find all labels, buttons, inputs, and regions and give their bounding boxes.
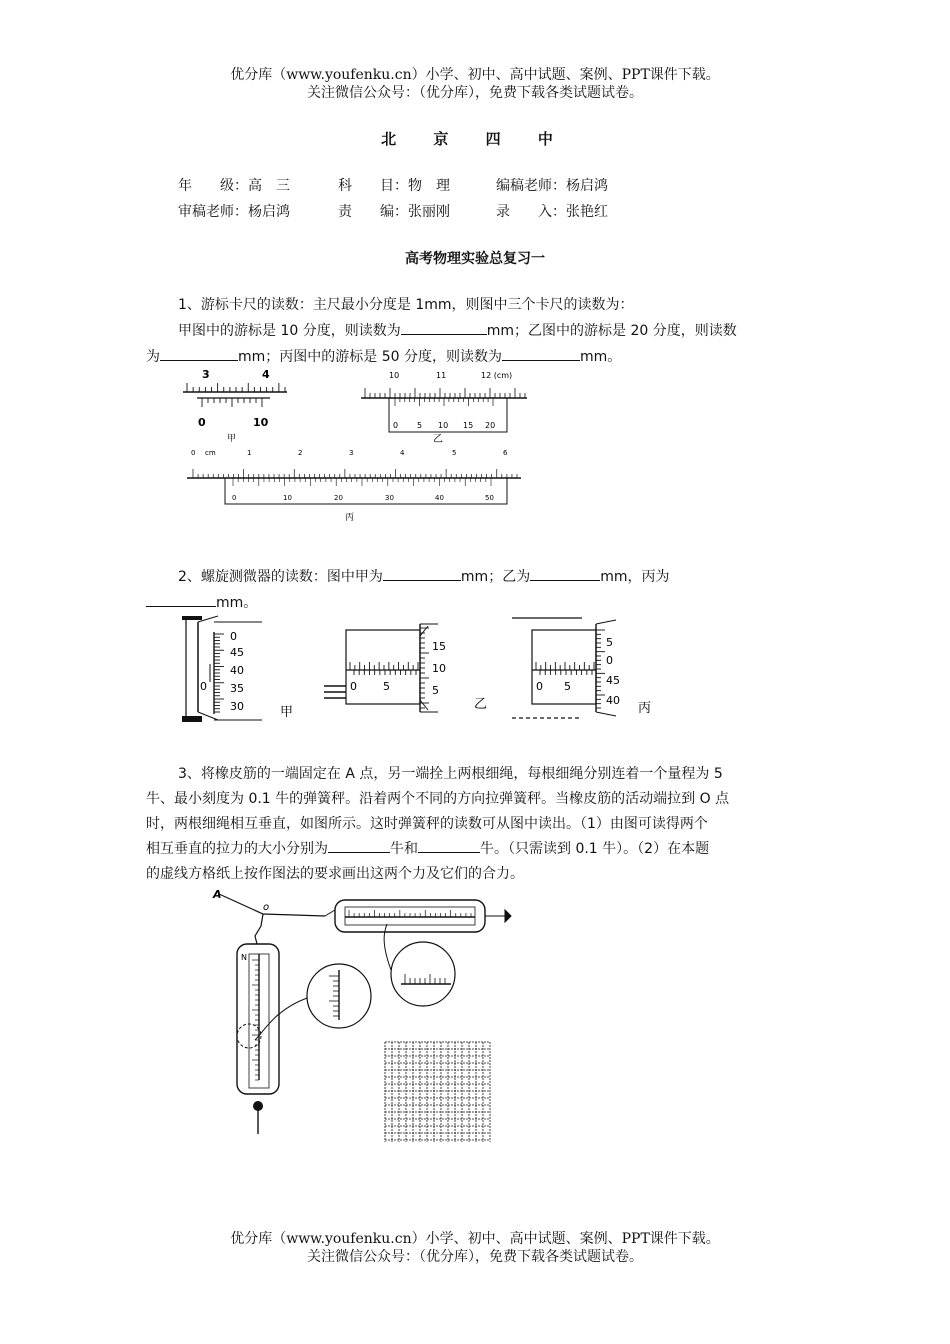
chief-editor-field bbox=[338, 201, 450, 221]
micrometer-jia bbox=[182, 616, 293, 722]
q2-line-2 bbox=[146, 592, 257, 612]
yi-sleeve-5: 5 bbox=[383, 680, 390, 693]
yi-vernier-20: 20 bbox=[485, 421, 496, 430]
bing-main-6: 6 bbox=[503, 449, 508, 457]
typist-label: 录 入： bbox=[496, 204, 566, 220]
bing-main-5: 5 bbox=[452, 449, 457, 457]
typist-value: 张艳红 bbox=[566, 204, 608, 220]
yi-main-11: 11 bbox=[436, 371, 447, 380]
bing-label: 丙 bbox=[638, 701, 652, 716]
yi-main-12: 12 (cm) bbox=[481, 371, 513, 380]
bing-vernier-50: 50 bbox=[485, 494, 494, 502]
grid-paper bbox=[385, 1042, 490, 1142]
bing-main-0: 0 bbox=[191, 449, 196, 457]
chief-label: 责 编： bbox=[338, 204, 408, 220]
grade-label: 年 级： bbox=[178, 178, 248, 194]
jia-vernier-0: 0 bbox=[198, 416, 206, 429]
bing-main-4: 4 bbox=[400, 449, 405, 457]
q2-unit-1: mm bbox=[460, 569, 489, 585]
q3-line-5: 的虚线方格纸上按作图法的要求画出这两个力及它们的合力。 bbox=[146, 866, 524, 882]
school-title: 北 京 四 中 bbox=[381, 130, 569, 148]
bing-sleeve-0: 0 bbox=[536, 680, 543, 693]
q2-unit-3: mm bbox=[216, 595, 244, 611]
q3-blank-force-1[interactable] bbox=[328, 838, 390, 853]
magnifier-right bbox=[391, 942, 455, 1006]
meta-row-1 bbox=[178, 175, 290, 195]
subject-label: 科 目： bbox=[338, 178, 408, 194]
bing-main-2: 2 bbox=[298, 449, 303, 457]
micrometer-figure bbox=[178, 612, 668, 730]
footer-line-1: 优分库（www.youfenku.cn）小学、初中、高中试题、案例、PPT课件下载。 bbox=[230, 1231, 720, 1247]
vertical-spring-balance bbox=[237, 944, 279, 1134]
q1-end: 。 bbox=[607, 349, 622, 365]
bing-main-cm: cm bbox=[205, 449, 216, 457]
chief-value: 张丽刚 bbox=[408, 204, 450, 220]
micrometer-yi bbox=[324, 624, 487, 712]
q3-text-a: 相互垂直的拉力的大小分别为 bbox=[146, 841, 328, 857]
jia-label: 甲 bbox=[227, 434, 237, 444]
q3-text-b: 牛和 bbox=[390, 841, 418, 857]
jia-thimble-45: 45 bbox=[230, 646, 244, 659]
jia-label: 甲 bbox=[280, 705, 294, 720]
bing-main-3: 3 bbox=[349, 449, 354, 457]
yi-sleeve-0: 0 bbox=[350, 680, 357, 693]
q2-text-b: ；乙为 bbox=[488, 569, 531, 585]
q1-text-c: 为 bbox=[146, 349, 160, 365]
q1-unit-3: mm bbox=[580, 349, 608, 365]
yi-vernier-0: 0 bbox=[393, 421, 399, 430]
jia-thimble-40: 40 bbox=[230, 664, 244, 677]
bing-vernier-0: 0 bbox=[232, 494, 237, 502]
q1-line-1: 1、游标卡尺的读数：主尺最小分度是 1mm，则图中三个卡尺的读数为： bbox=[178, 297, 634, 313]
bing-thimble-45: 45 bbox=[606, 674, 620, 687]
q2-unit-2: mm bbox=[600, 569, 628, 585]
q2-text-a: 2、螺旋测微器的读数：图中甲为 bbox=[178, 569, 383, 585]
bing-vernier-10: 10 bbox=[283, 494, 292, 502]
doc-title: 高考物理实验总复习一 bbox=[405, 251, 545, 267]
bing-vernier-20: 20 bbox=[334, 494, 343, 502]
q1-text-b: ；乙图中的游标是 20 分度，则读数 bbox=[514, 323, 737, 339]
yi-vernier-15: 15 bbox=[463, 421, 474, 430]
bing-main-1: 1 bbox=[247, 449, 252, 457]
q1-blank-bing[interactable] bbox=[502, 346, 580, 361]
subject-value: 物 理 bbox=[408, 178, 450, 194]
yi-vernier-5: 5 bbox=[417, 421, 423, 430]
bing-sleeve-5: 5 bbox=[564, 680, 571, 693]
q2-blank-bing[interactable] bbox=[146, 592, 216, 607]
q3-line-4 bbox=[146, 838, 709, 858]
q1-line-2 bbox=[178, 320, 737, 340]
header-line-1: 优分库（www.youfenku.cn）小学、初中、高中试题、案例、PPT课件下载。 bbox=[230, 67, 720, 83]
header-line-2: 关注微信公众号：（优分库），免费下载各类试题试卷。 bbox=[307, 85, 643, 101]
q3-line-2: 牛、最小刻度为 0.1 牛的弹簧秤。沿着两个不同的方向拉弹簧秤。当橡皮筋的活动端拉到 O 点 bbox=[146, 791, 730, 807]
yi-thimble-5: 5 bbox=[432, 684, 439, 697]
editor-field bbox=[496, 175, 608, 195]
yi-label: 乙 bbox=[474, 697, 488, 712]
bing-thimble-0: 0 bbox=[606, 654, 613, 667]
jia-thimble-0: 0 bbox=[230, 630, 237, 643]
jia-vernier-10: 10 bbox=[253, 416, 269, 429]
q1-unit-2: mm bbox=[238, 349, 266, 365]
q1-text-d: ；丙图中的游标是 50 分度，则读数为 bbox=[265, 349, 502, 365]
caliper-jia bbox=[183, 368, 287, 444]
bing-label: 丙 bbox=[345, 513, 355, 523]
jia-main-4: 4 bbox=[262, 368, 270, 381]
jia-sleeve-0: 0 bbox=[200, 680, 207, 693]
horizontal-spring-balance bbox=[325, 900, 511, 932]
reviewer-field bbox=[178, 201, 290, 221]
reviewer-value: 杨启鸿 bbox=[248, 204, 290, 220]
point-o-label: o bbox=[263, 902, 270, 913]
typist-field bbox=[496, 201, 608, 221]
q3-blank-force-2[interactable] bbox=[418, 838, 480, 853]
yi-thimble-15: 15 bbox=[432, 640, 446, 653]
q1-blank-jia[interactable] bbox=[401, 320, 487, 335]
spring-balance-figure bbox=[205, 880, 535, 1142]
q1-unit-1: mm bbox=[486, 323, 514, 339]
jia-thimble-35: 35 bbox=[230, 682, 244, 695]
q2-end: 。 bbox=[243, 595, 258, 611]
q2-line-1 bbox=[178, 566, 669, 586]
q2-blank-yi[interactable] bbox=[530, 566, 600, 581]
bing-thimble-5: 5 bbox=[606, 636, 613, 649]
q1-text-a: 甲图中的游标是 10 分度，则读数为 bbox=[178, 323, 401, 339]
subject-field bbox=[338, 175, 450, 195]
yi-vernier-10: 10 bbox=[438, 421, 449, 430]
editor-label: 编稿老师： bbox=[496, 178, 566, 194]
yi-thimble-10: 10 bbox=[432, 662, 446, 675]
vernier-caliper-figure bbox=[175, 362, 535, 527]
point-a-label: A bbox=[213, 888, 222, 901]
q3-text-c: 牛。（只需读到 0.1 牛）。（2）在本题 bbox=[480, 841, 710, 857]
footer-line-2: 关注微信公众号：（优分库），免费下载各类试题试卷。 bbox=[307, 1249, 643, 1265]
balance-n-label: N bbox=[241, 953, 247, 962]
caliper-yi bbox=[361, 371, 527, 445]
yi-label: 乙 bbox=[433, 434, 443, 445]
q3-line-1: 3、将橡皮筋的一端固定在 A 点，另一端拴上两根细绳，每根细绳分别连着一个量程为 5 bbox=[178, 766, 723, 782]
yi-main-10: 10 bbox=[389, 371, 400, 380]
q3-line-3: 时，两根细绳相互垂直，如图所示。这时弹簧秤的读数可从图中读出。（1）由图可读得两个 bbox=[146, 816, 708, 832]
grade-value: 高 三 bbox=[248, 178, 290, 194]
q2-blank-jia[interactable] bbox=[383, 566, 461, 581]
q1-blank-yi[interactable] bbox=[160, 346, 238, 361]
bing-thimble-40: 40 bbox=[606, 694, 620, 707]
bing-vernier-40: 40 bbox=[435, 494, 444, 502]
micrometer-bing bbox=[512, 618, 651, 718]
editor-value: 杨启鸿 bbox=[566, 178, 608, 194]
caliper-bing bbox=[187, 449, 521, 523]
bing-vernier-30: 30 bbox=[385, 494, 394, 502]
jia-main-3: 3 bbox=[202, 368, 210, 381]
q2-text-c: ，丙为 bbox=[627, 569, 670, 585]
reviewer-label: 审稿老师： bbox=[178, 204, 248, 220]
jia-thimble-30: 30 bbox=[230, 700, 244, 713]
